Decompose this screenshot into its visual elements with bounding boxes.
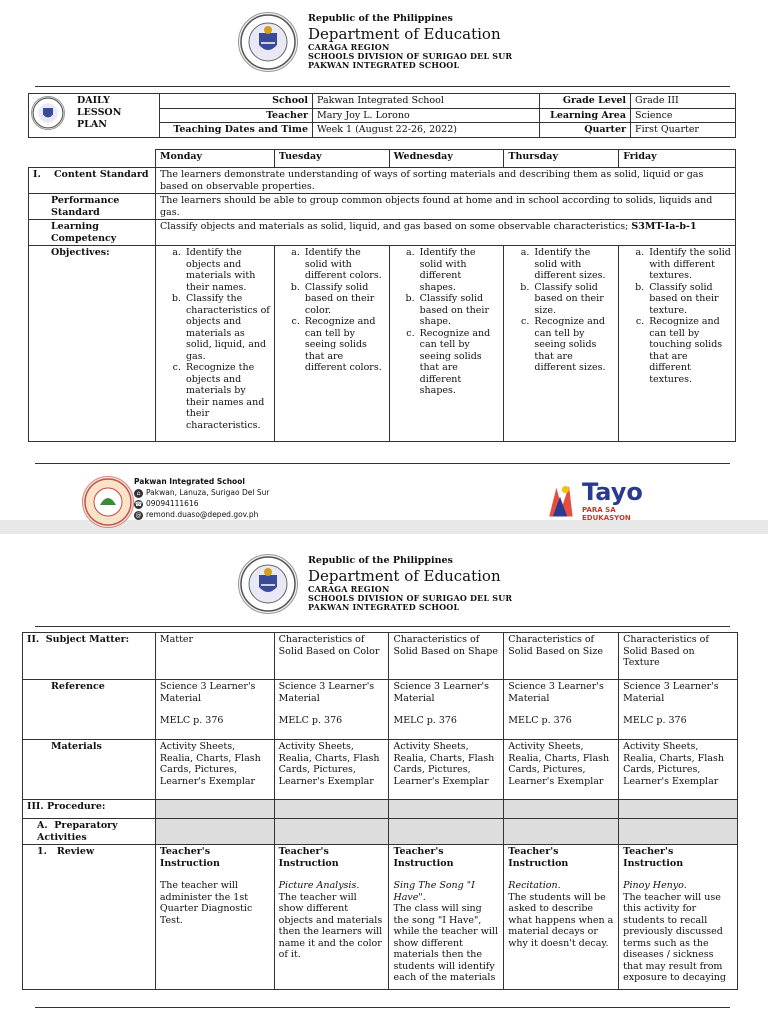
performance-standard-label: Performance Standard — [29, 194, 156, 220]
reference-cell — [155, 680, 274, 740]
footer-email: remond.duaso@deped.gov.ph — [146, 510, 259, 519]
footer-phone-row — [134, 498, 269, 509]
materials-value: Activity Sheets, Realia, Charts, Flash Cards, Pictures, Learner's Exemplar — [619, 740, 738, 800]
review-wednesday — [389, 845, 504, 990]
review-label: 1. Review — [23, 845, 156, 990]
shaded-cell — [619, 819, 738, 845]
area-value: Science — [631, 108, 736, 123]
school-value: Pakwan Integrated School — [313, 94, 540, 109]
footer-address: Pakwan, Lanuza, Surigao Del Sur — [146, 488, 270, 497]
footer-email-row — [134, 509, 269, 520]
shaded-cell — [619, 800, 738, 819]
objective-item: a. Identify the solid with different sizes. — [532, 247, 614, 282]
header-divider — [35, 626, 730, 627]
objective-item: c. Recognize the objects and materials by their names and their characteristics. — [184, 362, 270, 431]
objective-item: b. Classify solid based on their texture. — [647, 282, 731, 317]
deped-seal-icon — [238, 12, 298, 72]
header-divider — [35, 86, 730, 87]
lesson-table-bottom — [22, 632, 738, 990]
footer — [82, 476, 702, 536]
lesson-table-top — [28, 149, 736, 442]
shaded-cell — [274, 800, 389, 819]
shaded-cell — [274, 819, 389, 845]
competency-code: S3MT-Ia-b-1 — [631, 221, 697, 232]
area-label: Learning Area — [540, 108, 631, 123]
division-text: SCHOOLS DIVISION OF SURIGAO DEL SUR — [308, 50, 513, 61]
reference-text: Science 3 Learner's Material — [159, 681, 256, 704]
dlp-title-line: LESSON — [77, 107, 122, 118]
reference-text: Science 3 Learner's Material — [508, 681, 604, 704]
shaded-cell — [389, 800, 504, 819]
objective-item: b. Classify the characteristics of objects and materials as solid, liquid, and gas. — [184, 293, 270, 362]
footer-phone: 09094111616 — [146, 499, 199, 508]
objective-item: b. Classify solid based on their size. — [532, 282, 614, 317]
reference-page: MELC p. 376 — [159, 715, 224, 726]
shaded-cell — [504, 819, 619, 845]
department-text: Department of Education — [308, 566, 501, 585]
grade-label: Grade Level — [540, 94, 631, 109]
shaded-cell — [155, 819, 274, 845]
subject-matter-value: Matter — [155, 633, 274, 680]
learning-competency-label: Learning Competency — [29, 220, 156, 246]
dates-label: Teaching Dates and Time — [160, 123, 313, 138]
quarter-label: Quarter — [540, 123, 631, 138]
reference-text: Science 3 Learner's Material — [393, 681, 490, 704]
reference-page: MELC p. 376 — [623, 715, 687, 726]
deped-small-seal-icon — [31, 96, 65, 130]
letterhead — [308, 556, 512, 611]
review-friday — [619, 845, 738, 990]
day-header: Tuesday — [274, 150, 389, 168]
reference-page: MELC p. 376 — [278, 715, 343, 726]
instruction-heading: Teacher's Instruction — [159, 846, 220, 869]
objectives-wednesday — [389, 246, 504, 442]
objective-item: c. Recognize and can tell by seeing solids that are different shapes. — [418, 328, 500, 397]
letterhead — [308, 14, 512, 69]
shaded-cell — [155, 800, 274, 819]
review-text: The students will be asked to describe what happens when a material decays or why it doesn't decay. — [508, 891, 614, 949]
day-header: Monday — [155, 150, 274, 168]
school-text: PAKWAN INTEGRATED SCHOOL — [308, 59, 460, 70]
reference-cell — [274, 680, 389, 740]
objective-item: c. Recognize and can tell by seeing solids that are different colors. — [303, 316, 385, 374]
reference-text: Science 3 Learner's Material — [278, 681, 375, 704]
review-tuesday — [274, 845, 389, 990]
subject-matter-value: Characteristics of Solid Based on Size — [504, 633, 619, 680]
tayo-tagline — [582, 506, 631, 522]
instruction-heading: Teacher's Instruction — [623, 846, 684, 869]
republic-text: Republic of the Philippines — [308, 13, 453, 24]
instruction-heading: Teacher's Instruction — [278, 846, 339, 869]
shaded-cell — [504, 800, 619, 819]
subject-matter-label: II. Subject Matter: — [23, 633, 156, 680]
reference-cell — [619, 680, 738, 740]
objective-item: a. Identify the solid with different shapes. — [418, 247, 500, 293]
tayo-tagline-line: EDUKASYON — [582, 514, 631, 522]
review-title: Recitation. — [508, 880, 561, 891]
dlp-title — [77, 95, 121, 131]
reference-text: Science 3 Learner's Material — [623, 681, 719, 704]
reference-cell — [389, 680, 504, 740]
review-title: Sing The Song "I Have". — [393, 880, 475, 903]
dlp-title-cell — [29, 94, 160, 138]
shaded-cell — [389, 819, 504, 845]
reference-page: MELC p. 376 — [508, 715, 572, 726]
review-text: The teacher will show different objects and materials then the learners will name it and the color of it. — [278, 891, 383, 960]
instruction-heading: Teacher's Instruction — [393, 846, 454, 869]
objective-item: c. Recognize and can tell by seeing solids that are different sizes. — [532, 316, 614, 374]
objective-item: b. Classify solid based on their shape. — [418, 293, 500, 328]
footer-address-row — [134, 487, 269, 498]
day-header: Thursday — [504, 150, 619, 168]
dlp-title-line: PLAN — [77, 119, 107, 130]
footer-divider — [35, 463, 730, 464]
dates-value: Week 1 (August 22-26, 2022) — [313, 123, 540, 138]
objectives-friday — [619, 246, 736, 442]
reference-page: MELC p. 376 — [393, 715, 457, 726]
objective-item: a. Identify the solid with different textures. — [647, 247, 731, 282]
review-monday — [155, 845, 274, 990]
teacher-label: Teacher — [160, 108, 313, 123]
grade-value: Grade III — [631, 94, 736, 109]
teacher-value: Mary Joy L. Lorono — [313, 108, 540, 123]
objective-item: b. Classify solid based on their color. — [303, 282, 385, 317]
tayo-word: Tayo — [582, 478, 643, 506]
region-text: CARAGA REGION — [308, 41, 390, 52]
materials-value: Activity Sheets, Realia, Charts, Flash Cards, Pictures, Learner's Exemplar — [274, 740, 389, 800]
subject-matter-value: Characteristics of Solid Based on Shape — [389, 633, 504, 680]
instruction-heading: Teacher's Instruction — [508, 846, 569, 869]
review-text: The teacher will use this activity for students to recall previously discussed terms such as the diseases / sickness that may result from exposure to decaying — [623, 891, 726, 983]
dlp-title-line: DAILY — [77, 95, 110, 106]
objective-item: a. Identify the objects and materials with their names. — [184, 247, 270, 293]
day-header: Wednesday — [389, 150, 504, 168]
materials-value: Activity Sheets, Realia, Charts, Flash Cards, Pictures, Learner's Exemplar — [389, 740, 504, 800]
division-text: SCHOOLS DIVISION OF SURIGAO DEL SUR — [308, 592, 513, 603]
day-header: Friday — [619, 150, 736, 168]
footer-contact — [134, 476, 269, 520]
region-text: CARAGA REGION — [308, 583, 390, 594]
objectives-thursday — [504, 246, 619, 442]
review-title: Picture Analysis. — [278, 880, 360, 891]
content-standard-text: The learners demonstrate understanding of ways of sorting materials and describing them as solid, liquid or gas based on observable properties. — [155, 168, 735, 194]
materials-label: Materials — [23, 740, 156, 800]
page-two — [0, 534, 768, 1024]
school-label: School — [160, 94, 313, 109]
objectives-monday — [155, 246, 274, 442]
review-title: Pinoy Henyo. — [623, 880, 687, 891]
bulong-logo-icon — [542, 480, 578, 526]
quarter-value: First Quarter — [631, 123, 736, 138]
email-icon: @ — [135, 511, 142, 519]
review-thursday — [504, 845, 619, 990]
tayo-logo — [542, 478, 642, 528]
info-table — [28, 93, 736, 138]
learning-competency-text: Classify objects and materials as solid, liquid, and gas based on some observable characteristics; — [159, 221, 629, 232]
phone-icon: ☎ — [134, 500, 143, 508]
objective-item: c. Recognize and can tell by touching solids that are different textures. — [647, 316, 731, 385]
review-text: The teacher will administer the 1st Quarter Diagnostic Test. — [159, 880, 253, 926]
preparatory-label: A. Preparatory Activities — [23, 819, 156, 845]
reference-label: Reference — [23, 680, 156, 740]
republic-text: Republic of the Philippines — [308, 555, 453, 566]
location-icon: ⌂ — [134, 489, 143, 498]
tayo-tagline-line: PARA SA — [582, 506, 616, 514]
review-text: The class will sing the song "I Have", while the teacher will show different materials then the students will identify each of the materials — [393, 903, 498, 983]
blank-corner — [29, 150, 156, 168]
subject-matter-value: Characteristics of Solid Based on Texture — [619, 633, 738, 680]
footer-divider — [35, 1007, 730, 1008]
deped-seal-icon — [238, 554, 298, 614]
procedure-label: III. Procedure: — [23, 800, 156, 819]
school-logo-icon — [82, 476, 134, 528]
objectives-label: Objectives: — [29, 246, 156, 442]
learning-competency-cell — [155, 220, 735, 246]
materials-value: Activity Sheets, Realia, Charts, Flash Cards, Pictures, Learner's Exemplar — [155, 740, 274, 800]
performance-standard-text: The learners should be able to group common objects found at home and in school according to solids, liquids and gas. — [155, 194, 735, 220]
footer-school: Pakwan Integrated School — [134, 477, 245, 486]
reference-cell — [504, 680, 619, 740]
materials-value: Activity Sheets, Realia, Charts, Flash Cards, Pictures, Learner's Exemplar — [504, 740, 619, 800]
content-standard-label: I. Content Standard — [29, 168, 156, 194]
school-text: PAKWAN INTEGRATED SCHOOL — [308, 601, 460, 612]
objective-item: a. Identify the solid with different colors. — [303, 247, 385, 282]
subject-matter-value: Characteristics of Solid Based on Color — [274, 633, 389, 680]
department-text: Department of Education — [308, 24, 501, 43]
objectives-tuesday — [274, 246, 389, 442]
